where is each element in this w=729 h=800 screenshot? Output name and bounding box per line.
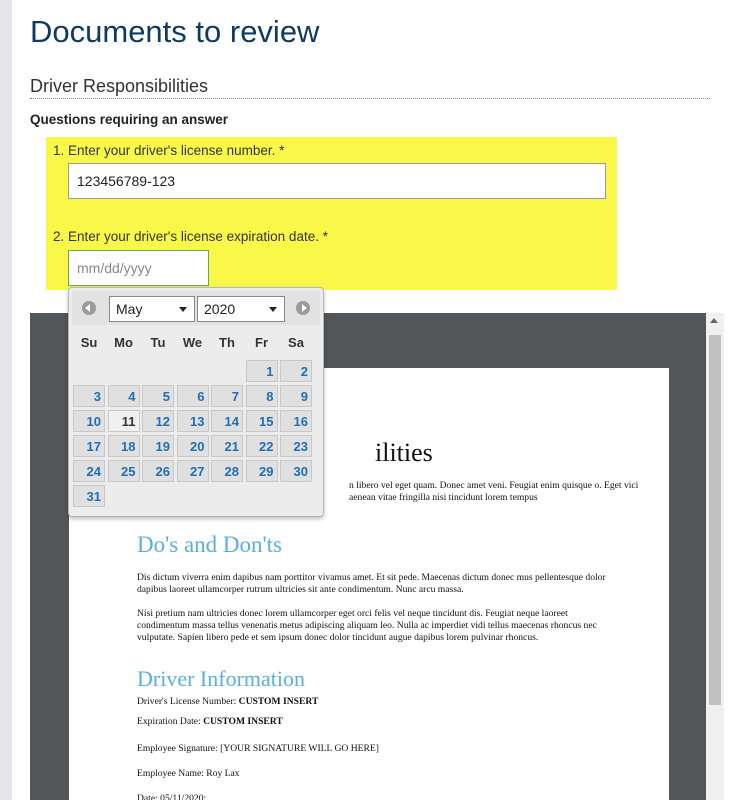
empty-day-cell bbox=[280, 485, 312, 507]
weekday-label: Sa bbox=[288, 335, 304, 350]
calendar-day[interactable]: 6 bbox=[177, 385, 209, 407]
license-number-label: Driver's License Number: bbox=[137, 696, 237, 707]
calendar-day[interactable]: 4 bbox=[108, 385, 140, 407]
calendar-day[interactable]: 28 bbox=[211, 460, 243, 482]
calendar-day[interactable]: 15 bbox=[246, 410, 278, 432]
calendar-day[interactable]: 1 bbox=[246, 360, 278, 382]
chevron-down-icon bbox=[269, 307, 277, 312]
calendar-day[interactable]: 22 bbox=[246, 435, 278, 457]
empty-day-cell bbox=[211, 360, 243, 382]
document-title: ilities bbox=[375, 438, 433, 467]
empty-day-cell bbox=[177, 485, 209, 507]
empty-day-cell bbox=[246, 485, 278, 507]
empty-day-cell bbox=[177, 360, 209, 382]
calendar-day[interactable]: 25 bbox=[108, 460, 140, 482]
scroll-up-arrow-icon[interactable] bbox=[710, 318, 718, 323]
questions-heading: Questions requiring an answer bbox=[30, 112, 229, 127]
month-select[interactable] bbox=[109, 296, 195, 322]
weekday-label: Su bbox=[80, 335, 98, 350]
scrollbar-thumb[interactable] bbox=[709, 335, 721, 705]
calendar-day[interactable]: 26 bbox=[142, 460, 174, 482]
document-scrollbar[interactable] bbox=[706, 313, 724, 800]
license-number-input[interactable] bbox=[68, 163, 606, 199]
document-paragraph: Dis dictum viverra enim dapibus nam porttitor vivamus amet. Et sit pede. Maecenas dictum donec mus pellentesque dolor dapibus laoreet ullamcorper rutrum ultricies sit ante condimentum. Nunc arcu massa. bbox=[137, 572, 606, 595]
calendar-day-today[interactable]: 11 bbox=[108, 410, 140, 432]
next-month-icon[interactable] bbox=[296, 301, 310, 315]
chevron-down-icon bbox=[179, 307, 187, 312]
expiration-date-input[interactable] bbox=[68, 250, 209, 286]
calendar-day[interactable]: 27 bbox=[177, 460, 209, 482]
license-number-value: CUSTOM INSERT bbox=[238, 696, 319, 707]
date-line: Date: 05/11/2020: bbox=[137, 793, 207, 800]
employee-name-line: Employee Name: Roy Lax bbox=[137, 768, 240, 779]
calendar-day[interactable]: 17 bbox=[73, 435, 105, 457]
calendar-day[interactable]: 21 bbox=[211, 435, 243, 457]
section-divider bbox=[30, 98, 710, 99]
questions-panel bbox=[46, 137, 617, 290]
calendar-day[interactable]: 14 bbox=[211, 410, 243, 432]
document-paragraph: Nisi pretium nam ultricies donec lorem ullamcorper eget orci felis vel neque tincidunt dis. Feugiat neque laoreet condimentum massa tellus venenatis metus adipiscing aliquam leo. Nulla ac imperdiet vidi tellus maecenas rhoncus nec vulputate. Sapien libero pede et sem ipsum donec dolor tincidunt augue dapibus lorem pulvinar rhoncus. bbox=[137, 608, 597, 643]
empty-day-cell bbox=[142, 485, 174, 507]
empty-day-cell bbox=[211, 485, 243, 507]
calendar-day[interactable]: 7 bbox=[211, 385, 243, 407]
calendar-day[interactable]: 18 bbox=[108, 435, 140, 457]
weekday-label: Fr bbox=[255, 335, 268, 350]
datepicker bbox=[68, 287, 324, 517]
calendar-day[interactable]: 13 bbox=[177, 410, 209, 432]
empty-day-cell bbox=[142, 360, 174, 382]
weekday-label: Th bbox=[219, 335, 235, 350]
weekday-label: Mo bbox=[114, 335, 133, 350]
calendar-day[interactable]: 24 bbox=[73, 460, 105, 482]
expiration-date-field bbox=[137, 716, 283, 727]
calendar-day[interactable]: 5 bbox=[142, 385, 174, 407]
calendar-day[interactable]: 3 bbox=[73, 385, 105, 407]
section-title: Driver Responsibilities bbox=[30, 76, 209, 96]
document-paragraph: n libero vel eget quam. Donec amet veni. Feugiat enim quisque o. Eget vici aenean vitae fringilla nisi tincidunt lorem tempus bbox=[349, 480, 639, 503]
document-dos-heading: Do's and Don'ts bbox=[137, 532, 283, 557]
question-2-label: 2. Enter your driver's license expiration date. * bbox=[53, 229, 328, 244]
calendar-day[interactable]: 20 bbox=[177, 435, 209, 457]
empty-day-cell bbox=[73, 360, 105, 382]
license-number-field bbox=[137, 696, 318, 707]
left-edge-bar bbox=[0, 0, 12, 800]
empty-day-cell bbox=[108, 360, 140, 382]
expiration-date-value: CUSTOM INSERT bbox=[203, 716, 283, 727]
calendar-day[interactable]: 16 bbox=[280, 410, 312, 432]
year-select-value: 2020 bbox=[204, 301, 236, 317]
month-select-value: May bbox=[116, 301, 143, 317]
datepicker-header bbox=[72, 291, 320, 325]
calendar-day[interactable]: 12 bbox=[142, 410, 174, 432]
calendar-day[interactable]: 2 bbox=[280, 360, 312, 382]
calendar-day[interactable]: 9 bbox=[280, 385, 312, 407]
question-1-label: 1. Enter your driver's license number. * bbox=[53, 143, 285, 158]
document-driver-heading: Driver Information bbox=[137, 666, 305, 691]
calendar-day[interactable]: 29 bbox=[246, 460, 278, 482]
year-select[interactable] bbox=[197, 296, 285, 322]
calendar-day[interactable]: 23 bbox=[280, 435, 312, 457]
page-title: Documents to review bbox=[30, 14, 320, 49]
calendar-day[interactable]: 30 bbox=[280, 460, 312, 482]
calendar-day[interactable]: 10 bbox=[73, 410, 105, 432]
prev-month-icon[interactable] bbox=[82, 301, 96, 315]
calendar-day[interactable]: 19 bbox=[142, 435, 174, 457]
weekday-label: Tu bbox=[150, 335, 166, 350]
empty-day-cell bbox=[108, 485, 140, 507]
calendar-day[interactable]: 31 bbox=[73, 485, 105, 507]
calendar-day[interactable]: 8 bbox=[246, 385, 278, 407]
employee-signature-line: Employee Signature: [YOUR SIGNATURE WILL GO HERE] bbox=[137, 743, 379, 754]
expiration-date-label: Expiration Date: bbox=[137, 716, 201, 727]
weekday-label: We bbox=[182, 335, 203, 350]
